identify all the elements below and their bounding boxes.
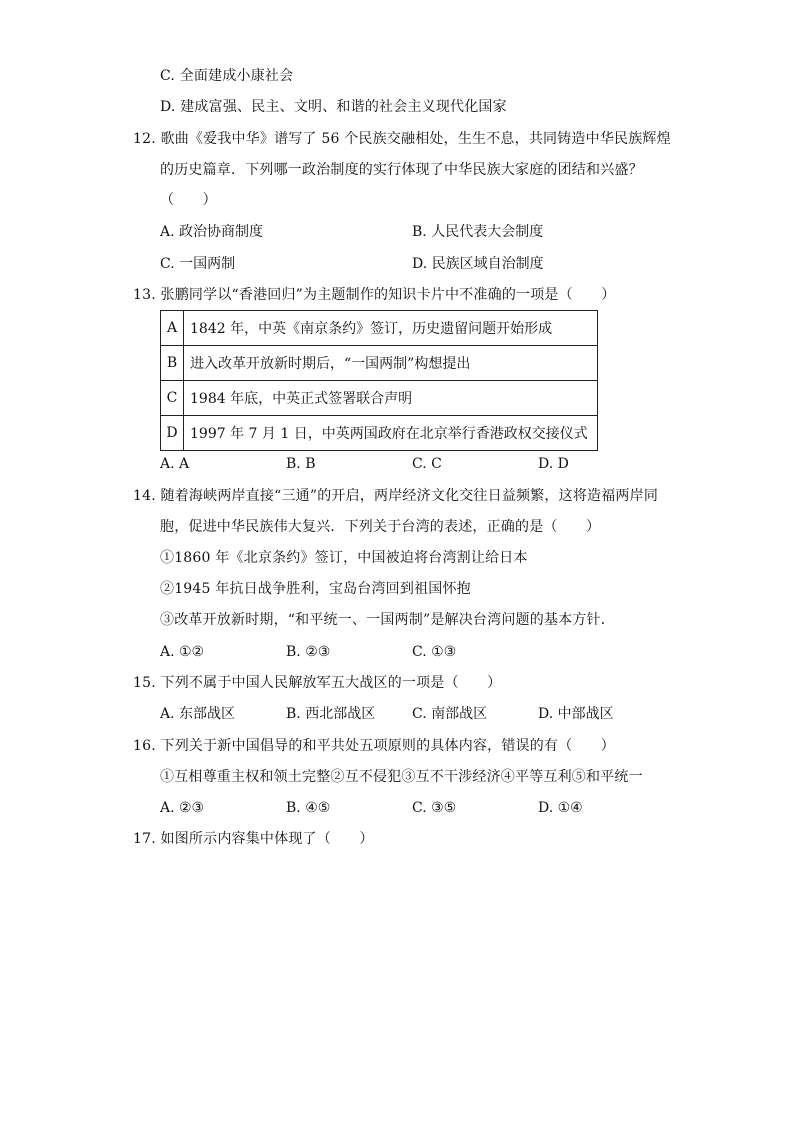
q13-stem: 13. 张鹏同学以“香港回归”为主题制作的知识卡片中不准确的一项是（ ） xyxy=(133,287,616,303)
q14-statement-1: ①1860 年《北京条约》签订，中国被迫将台湾割让给日本 xyxy=(160,550,528,566)
q14-option-a: A. ①② xyxy=(160,644,205,660)
q15-option-c: C. 南部战区 xyxy=(412,706,488,722)
q13-option-c: C. C xyxy=(412,456,442,472)
table-cell-text: 1997 年 7 月 1 日，中英两国政府在北京举行香港政权交接仪式 xyxy=(184,416,598,451)
q12-option-d: D. 民族区域自治制度 xyxy=(412,256,544,272)
table-cell-text: 1984 年底，中英正式签署联合声明 xyxy=(184,381,598,416)
q16-option-b: B. ④⑤ xyxy=(286,800,331,816)
q17-stem: 17. 如图所示内容集中体现了（ ） xyxy=(133,831,374,847)
table-cell-letter: C xyxy=(161,381,184,416)
q12-answer-blank: （ ） xyxy=(160,192,217,208)
q13-option-b: B. B xyxy=(286,456,316,472)
q14-option-c: C. ①③ xyxy=(412,644,457,660)
q11-option-d: D. 建成富强、民主、文明、和谐的社会主义现代化国家 xyxy=(160,99,507,115)
q15-option-d: D. 中部战区 xyxy=(538,706,614,722)
q14-statement-2: ②1945 年抗日战争胜利，宝岛台湾回到祖国怀抱 xyxy=(160,581,471,597)
q12-stem-line1: 12. 歌曲《爱我中华》谱写了 56 个民族交融相处，生生不息，共同铸造中华民族辉煌 xyxy=(133,131,671,147)
q14-stem-line2: 胞，促进中华民族伟大复兴．下列关于台湾的表述，正确的是（ ） xyxy=(160,519,601,535)
q13-option-a: A. A xyxy=(160,456,190,472)
q13-knowledge-card-table xyxy=(160,310,598,451)
q12-stem-line2: 的历史篇章．下列哪一政治制度的实行体现了中华民族大家庭的团结和兴盛？ xyxy=(160,162,643,178)
q16-option-c: C. ③⑤ xyxy=(412,800,457,816)
table-row xyxy=(161,416,598,451)
table-cell-letter: B xyxy=(161,346,184,381)
table-cell-letter: A xyxy=(161,311,184,346)
q13-option-d: D. D xyxy=(538,456,569,472)
q16-option-d: D. ①④ xyxy=(538,800,583,816)
q14-option-b: B. ②③ xyxy=(286,644,331,660)
q14-stem-line1: 14. 随着海峡两岸直接“三通”的开启，两岸经济文化交往日益频繁，这将造福两岸同 xyxy=(133,488,659,504)
q16-stem: 16. 下列关于新中国倡导的和平共处五项原则的具体内容，错误的有（ ） xyxy=(133,738,615,754)
table-cell-text: 1842 年，中英《南京条约》签订，历史遗留问题开始形成 xyxy=(184,311,598,346)
q15-option-b: B. 西北部战区 xyxy=(286,706,376,722)
q16-principles: ①互相尊重主权和领土完整②互不侵犯③互不干涉经济④平等互利⑤和平统一 xyxy=(160,769,643,785)
table-row xyxy=(161,311,598,346)
q16-option-a: A. ②③ xyxy=(160,800,205,816)
table-row xyxy=(161,346,598,381)
q12-option-a: A. 政治协商制度 xyxy=(160,224,264,240)
table-cell-text: 进入改革开放新时期后，“一国两制”构想提出 xyxy=(184,346,598,381)
table-cell-letter: D xyxy=(161,416,184,451)
q12-option-c: C. 一国两制 xyxy=(160,256,236,272)
q12-option-b: B. 人民代表大会制度 xyxy=(412,224,544,240)
q15-option-a: A. 东部战区 xyxy=(160,706,236,722)
table-row xyxy=(161,381,598,416)
q11-option-c: C. 全面建成小康社会 xyxy=(160,68,294,84)
q15-stem: 15. 下列不属于中国人民解放军五大战区的一项是（ ） xyxy=(133,675,502,691)
q14-statement-3: ③改革开放新时期，“和平统一、一国两制”是解决台湾问题的基本方针． xyxy=(160,612,615,628)
